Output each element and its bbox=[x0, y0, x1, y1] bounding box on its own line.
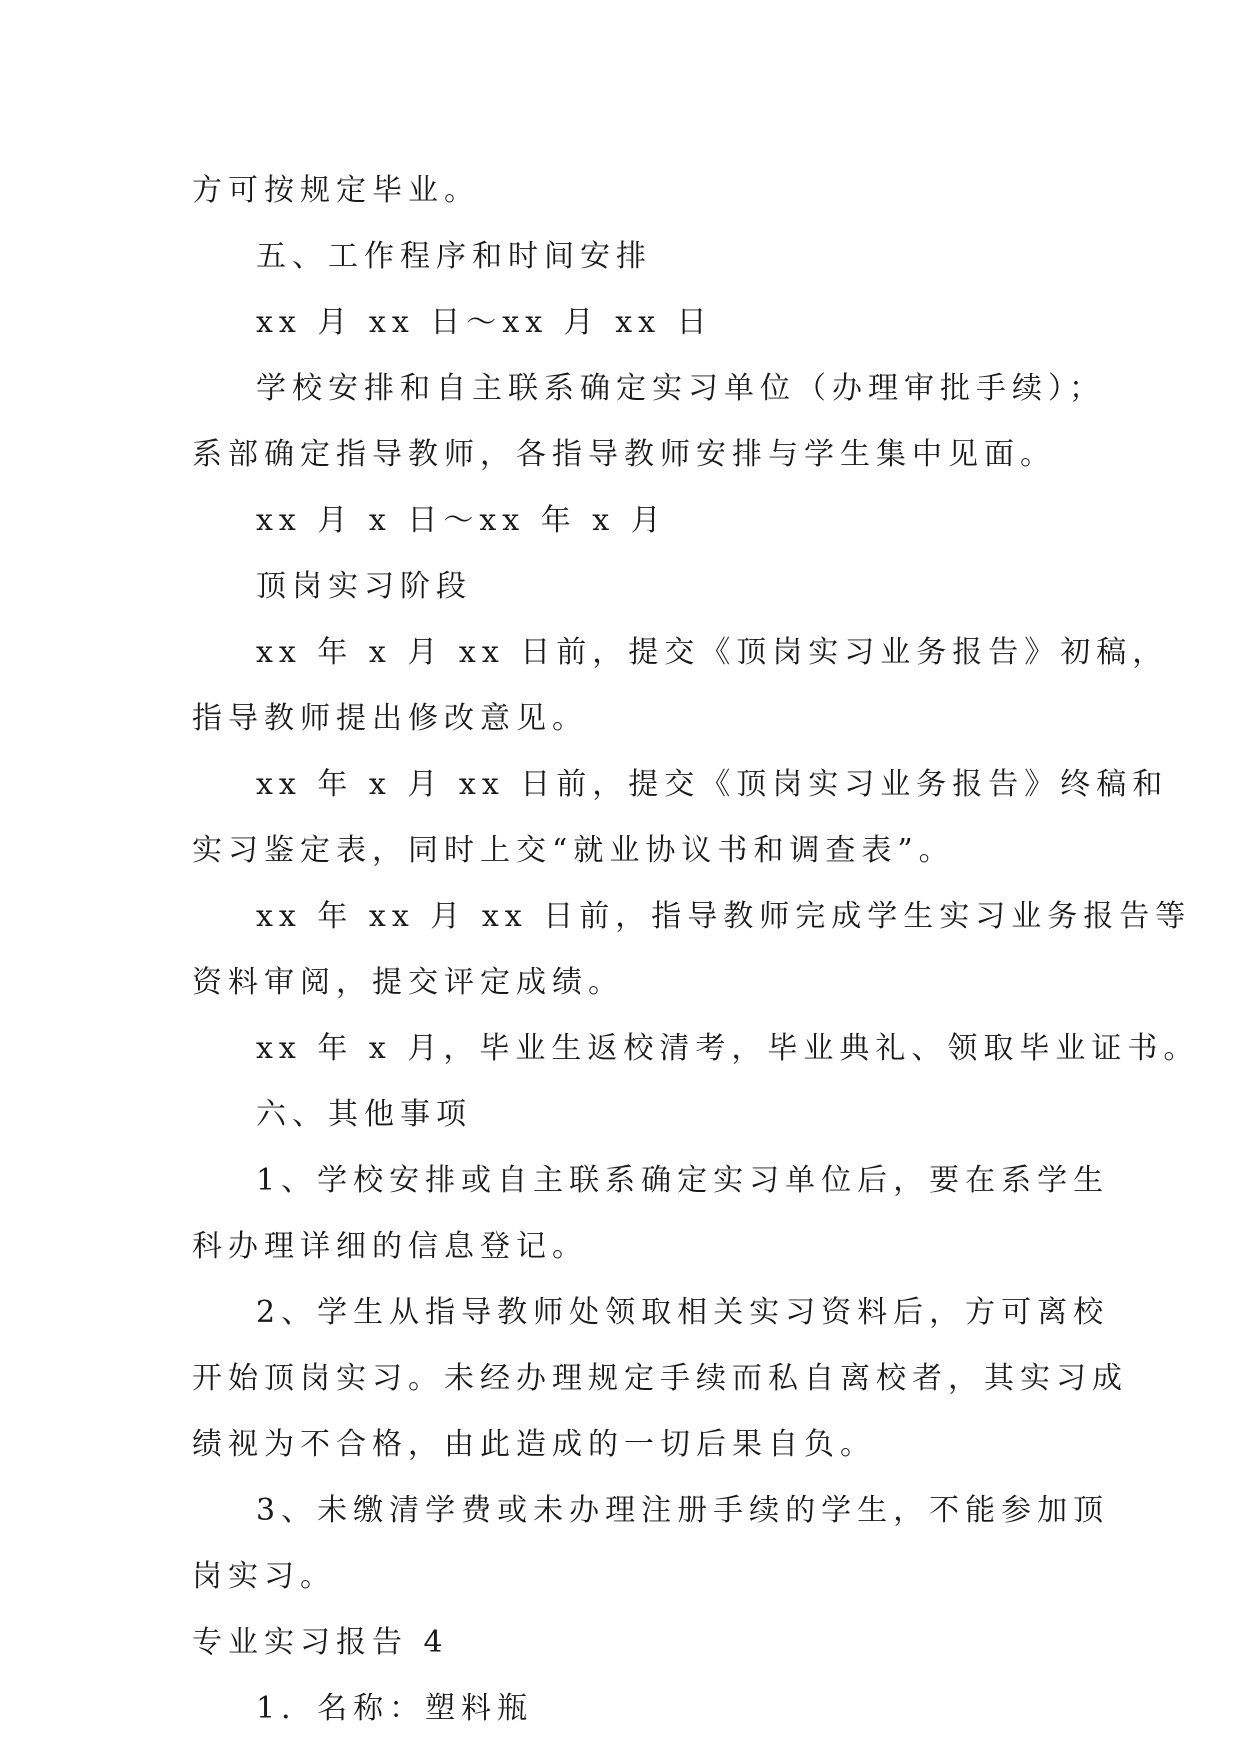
paragraph: xx 月 x 日～xx 年 x 月 bbox=[256, 503, 667, 538]
paragraph: xx 年 x 月，毕业生返校清考，毕业典礼、领取毕业证书。 bbox=[256, 1031, 1200, 1066]
paragraph: 学校安排和自主联系确定实习单位（办理审批手续）； bbox=[256, 371, 1105, 406]
paragraph: xx 月 xx 日～xx 月 xx 日 bbox=[256, 305, 713, 340]
report-title: 专业实习报告 4 bbox=[192, 1625, 449, 1660]
paragraph: 实习鉴定表，同时上交“就业协议书和调查表”。 bbox=[192, 833, 955, 868]
paragraph: 开始顶岗实习。未经办理规定手续而私自离校者，其实习成 bbox=[192, 1361, 1128, 1396]
paragraph: 科办理详细的信息登记。 bbox=[192, 1229, 588, 1264]
paragraph: xx 年 x 月 xx 日前，提交《顶岗实习业务报告》终稿和 bbox=[256, 767, 1169, 802]
paragraph: 1、学校安排或自主联系确定实习单位后，要在系学生 bbox=[256, 1163, 1110, 1198]
paragraph: 绩视为不合格，由此造成的一切后果自负。 bbox=[192, 1427, 876, 1462]
section-heading: 六、其他事项 bbox=[256, 1097, 472, 1132]
paragraph: 2、学生从指导教师处领取相关实习资料后，方可离校 bbox=[256, 1295, 1110, 1330]
paragraph: 指导教师提出修改意见。 bbox=[192, 701, 588, 736]
paragraph: 系部确定指导教师，各指导教师安排与学生集中见面。 bbox=[192, 437, 1056, 472]
paragraph: 岗实习。 bbox=[192, 1559, 336, 1594]
document-body bbox=[192, 158, 1200, 1742]
paragraph: xx 年 xx 月 xx 日前，指导教师完成学生实习业务报告等 bbox=[256, 899, 1192, 934]
section-heading: 五、工作程序和时间安排 bbox=[256, 239, 652, 274]
paragraph: xx 年 x 月 xx 日前，提交《顶岗实习业务报告》初稿， bbox=[256, 635, 1169, 670]
paragraph: 顶岗实习阶段 bbox=[256, 569, 472, 604]
paragraph: 方可按规定毕业。 bbox=[192, 173, 480, 208]
paragraph: 3、未缴清学费或未办理注册手续的学生，不能参加顶 bbox=[256, 1493, 1110, 1528]
paragraph: 资料审阅，提交评定成绩。 bbox=[192, 965, 624, 1000]
paragraph: 1．名称：塑料瓶 bbox=[256, 1691, 534, 1726]
